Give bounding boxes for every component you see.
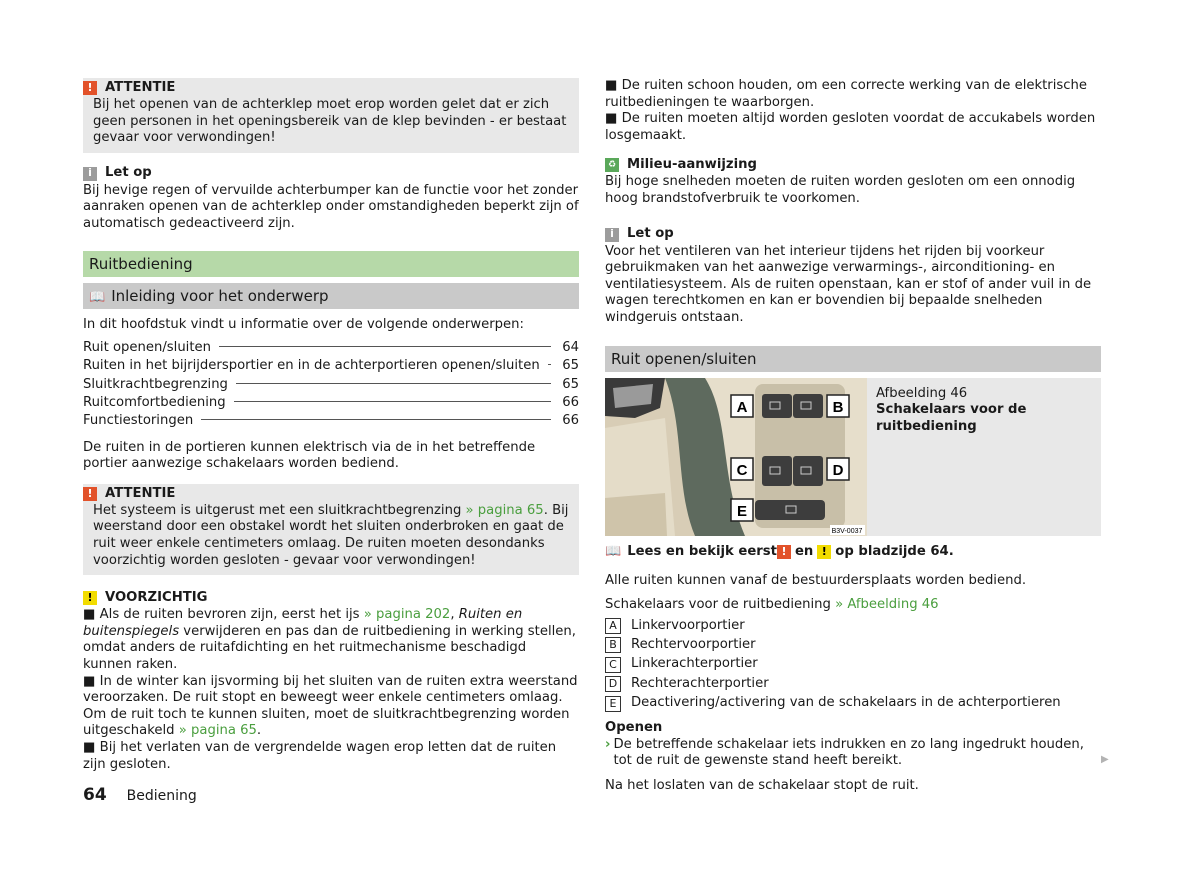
- exclamation-icon: !: [83, 591, 97, 605]
- recycle-icon: ♻: [605, 158, 619, 172]
- page-link[interactable]: » pagina 202: [363, 607, 451, 623]
- letop-text: Bij hevige regen of vervuilde achterbumper kan de functie voor het zonder aanraken openen van de achterklep onder omstandigheden beperkt zijn of automatisch gedeactiveerd zijn.: [83, 182, 579, 231]
- toc-row[interactable]: [83, 358, 579, 376]
- chevron-right-icon: ›: [605, 736, 611, 752]
- figure-label-a: A: [736, 398, 748, 416]
- read-first: 📖 Lees en bekijk eerst ! en ! op bladzijde 64.: [605, 543, 954, 559]
- toc-row[interactable]: [83, 413, 579, 431]
- page-number: 64: [83, 785, 107, 805]
- figure-code: B3V-0037: [831, 527, 863, 535]
- milieu-title: Milieu-aanwijzing: [627, 157, 757, 173]
- info-icon: i: [83, 167, 97, 181]
- openen-title: Openen: [605, 720, 663, 736]
- info-icon: i: [605, 228, 619, 242]
- right-column: [605, 78, 1101, 795]
- toc-label: Sluitkrachtbegrenzing: [83, 376, 228, 392]
- milieu-box: [605, 155, 1101, 213]
- exclamation-icon: !: [83, 81, 97, 95]
- toc-page: 66: [562, 395, 579, 411]
- list-item: E Deactivering/activering van de schakelaars in de achterportieren: [605, 694, 1101, 713]
- legend: [605, 616, 1101, 713]
- toc-page: 65: [562, 376, 579, 392]
- attentie-box-sluitkracht: [83, 484, 579, 575]
- attentie-text: Het systeem is uitgerust met een sluitkrachtbegrenzing » pagina 65. Bij weerstand door een obstakel wordt het sluiten onderbroken en gaat de ruit weer enkele centimeters omlaag. De ruiten moeten desondanks voorzichtig worden gesloten - gevaar voor verwondingen!: [93, 502, 569, 568]
- attentie-title: ATTENTIE: [105, 485, 176, 501]
- figure-label-e: E: [736, 502, 748, 520]
- toc-row[interactable]: [83, 340, 579, 358]
- letop-box-ventilation: [605, 225, 1101, 333]
- schakelaars-ref: Schakelaars voor de ruitbediening » Afbeelding 46: [605, 596, 939, 612]
- toc-page: 65: [562, 358, 579, 374]
- letop-title: Let op: [627, 226, 674, 242]
- voorzichtig-bullet-3: ■ Bij het verlaten van de vergrendelde wagen erop letten dat de ruiten zijn gesloten.: [83, 739, 557, 772]
- letop-text: Voor het ventileren van het interieur tijdens het rijden bij voorkeur gebruikmaken van het aanwezige verwarmings-, airconditioning- en ventilatiesysteem. Als de ruiten openstaan, kan er stof of ander vuil in de wagen terechtkomen en kan er bovendien bij bepaalde snelheden windgeruis ontstaan.: [605, 243, 1092, 325]
- figure-46: [605, 378, 1101, 536]
- section-title-ruit-openen: Ruit openen/sluiten: [605, 346, 1101, 372]
- exclamation-icon: !: [817, 545, 831, 559]
- attentie-box-tailgate: [83, 78, 579, 153]
- intro-title: Inleiding voor het onderwerp: [111, 286, 329, 305]
- list-item: A Linkervoorportier: [605, 616, 1101, 635]
- figure-number: Afbeelding 46: [876, 385, 968, 401]
- letop-box-bumper: [83, 164, 579, 239]
- toc: [83, 340, 579, 431]
- intro-text: In dit hoofdstuk vindt u informatie over de volgende onderwerpen:: [83, 316, 524, 332]
- figure-label-c: C: [736, 461, 748, 479]
- figure-label-d: D: [832, 461, 844, 479]
- intro-title-bar: [83, 283, 579, 309]
- page-link[interactable]: » pagina 65: [178, 723, 257, 739]
- section-title-ruitbediening: Ruitbediening: [83, 251, 579, 277]
- list-item: C Linkerachterportier: [605, 655, 1101, 674]
- left-column: [83, 78, 579, 779]
- page-footer: [83, 787, 197, 805]
- book-icon: 📖: [605, 543, 622, 559]
- exclamation-icon: !: [83, 487, 97, 501]
- milieu-text: Bij hoge snelheden moeten de ruiten worden gesloten om een onnodig hoog brandstofverbruik te voorkomen.: [605, 174, 1076, 206]
- letop-title: Let op: [105, 165, 152, 181]
- para-doors: De ruiten in de portieren kunnen elektrisch via de in het betreffende portier aanwezige schakelaars worden bediend.: [83, 439, 536, 472]
- toc-label: Functiestoringen: [83, 413, 194, 429]
- toc-page: 64: [562, 340, 579, 356]
- attentie-text: Bij het openen van de achterklep moet erop worden gelet dat er zich geen personen in het openingsbereik van de klep bevinden - er bestaat gevaar voor verwondingen!: [93, 97, 567, 146]
- para-release: Na het loslaten van de schakelaar stopt de ruit.: [605, 778, 919, 794]
- toc-row[interactable]: [83, 377, 579, 395]
- list-item: B Rechtervoorportier: [605, 636, 1101, 655]
- toc-label: Ruit openen/sluiten: [83, 340, 211, 356]
- toc-label: Ruitcomfortbediening: [83, 395, 226, 411]
- figure-link[interactable]: » Afbeelding 46: [830, 596, 939, 612]
- openen-step: › De betreffende schakelaar iets indrukken en zo lang ingedrukt houden, tot de ruit de gewenste stand heeft bereikt.: [605, 736, 1084, 769]
- page-link[interactable]: » pagina 65: [465, 502, 544, 518]
- continue-arrow-icon: ▶: [1101, 754, 1109, 765]
- window-switch-illustration: [605, 378, 867, 536]
- book-icon: 📖: [89, 289, 106, 305]
- voorzichtig-bullet-2: ■ In de winter kan ijsvorming bij het sluiten van de ruiten extra weerstand veroorzaken. De ruit stopt en beweegt weer enkele centimeters omlaag. Om de ruit toch te kunnen sluiten, moet de sluitkrachtbegrenzing worden uitgeschakeld » pagina 65.: [83, 673, 578, 739]
- toc-page: 66: [562, 413, 579, 429]
- figure-caption-text: Schakelaars voor de ruitbediening: [876, 402, 1027, 434]
- exclamation-icon: !: [777, 545, 791, 559]
- toc-label: Ruiten in het bijrijdersportier en in de achterportieren openen/sluiten: [83, 358, 540, 374]
- toc-row[interactable]: [83, 395, 579, 413]
- voorzichtig-bullet-1: ■ Als de ruiten bevroren zijn, eerst het ijs » pagina 202, Ruiten en buitenspiegels verwijderen en pas dan de ruitbediening in werking stellen, omdat anders de ruitafdichting en het ruitmechanisme beschadigd kunnen raken.: [83, 607, 576, 672]
- figure-caption: [867, 378, 1101, 536]
- bullet-close: ■ De ruiten moeten altijd worden gesloten voordat de accukabels worden losgemaakt.: [605, 111, 1096, 143]
- bullet-clean: ■ De ruiten schoon houden, om een correcte werking van de elektrische ruitbedieningen te waarborgen.: [605, 78, 1087, 110]
- attentie-title: ATTENTIE: [105, 79, 176, 95]
- figure-label-b: B: [832, 398, 844, 416]
- list-item: D Rechterachterportier: [605, 674, 1101, 693]
- footer-section: Bediening: [126, 788, 197, 804]
- voorzichtig-title: VOORZICHTIG: [105, 589, 208, 605]
- voorzichtig-box: [83, 588, 579, 779]
- para-all-windows: Alle ruiten kunnen vanaf de bestuurdersplaats worden bediend.: [605, 573, 1027, 589]
